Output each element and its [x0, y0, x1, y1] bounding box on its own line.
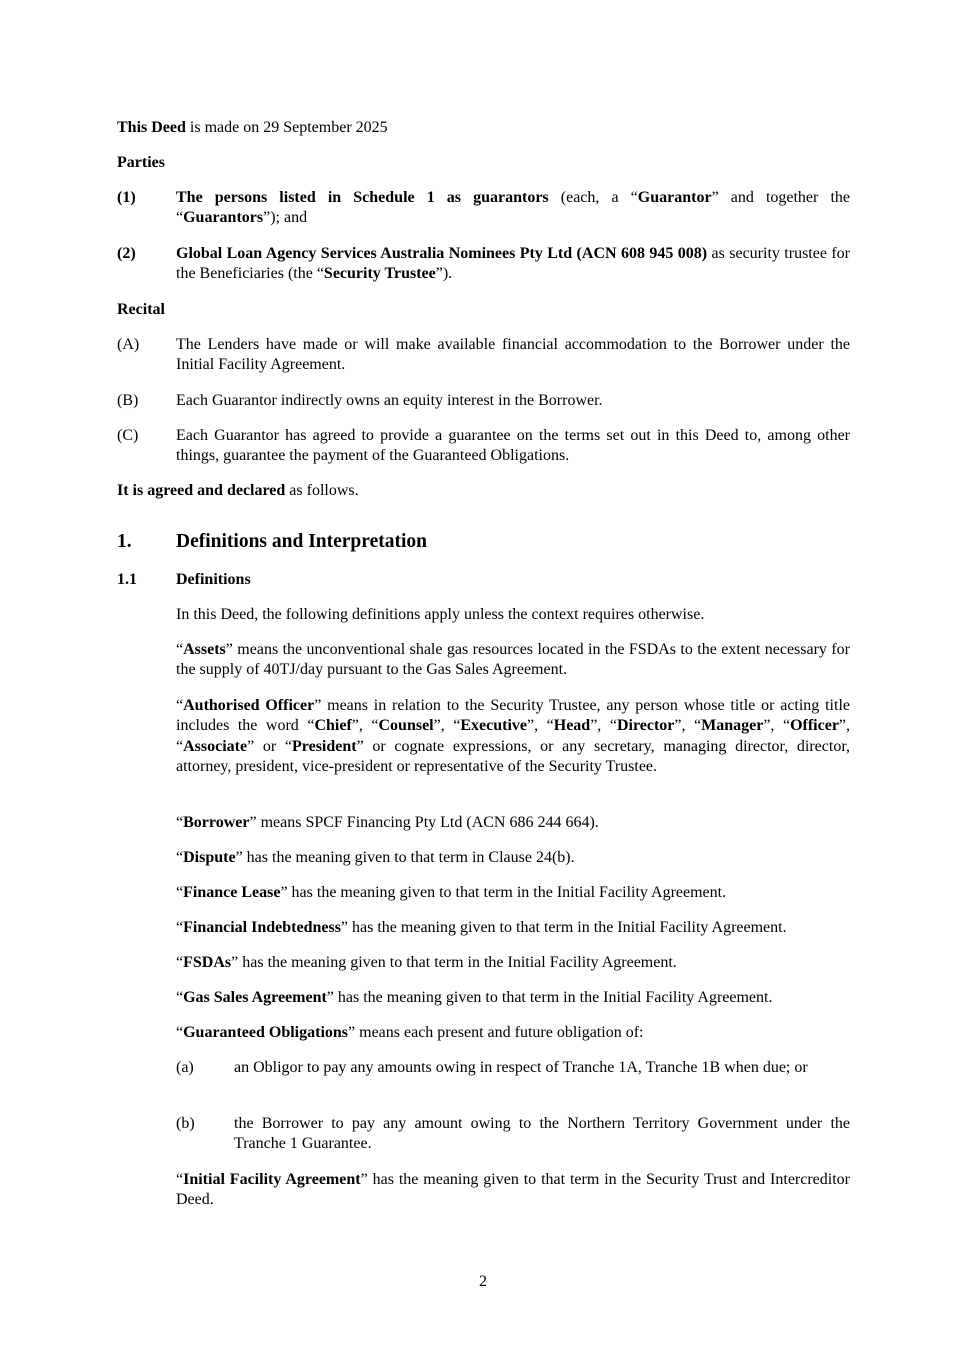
list-item-letter: (a)	[176, 1059, 194, 1076]
recital-heading: Recital	[117, 301, 165, 318]
definition-gas-sales-agreement: “Gas Sales Agreement” has the meaning given to that term in the Initial Facility Agreement.	[176, 989, 773, 1006]
subsection-number: 1.1	[117, 571, 137, 588]
subsection-title: Definitions	[176, 571, 251, 588]
section-title: Definitions and Interpretation	[176, 531, 427, 552]
definition-borrower: “Borrower” means SPCF Financing Pty Ltd (ACN 686 244 664).	[176, 814, 599, 831]
agreed-line: It is agreed and declared as follows.	[117, 482, 359, 499]
party-2-text: Global Loan Agency Services Australia Nominees Pty Ltd (ACN 608 945 008) as security trustee for the Beneficiaries (the “Security Trustee”).	[176, 245, 851, 283]
definition-financial-indebtedness: “Financial Indebtedness” has the meaning given to that term in the Initial Facility Agreement.	[176, 919, 787, 936]
recital-letter: (A)	[117, 336, 140, 353]
deed-date-line: This Deed is made on 29 September 2025	[117, 119, 388, 136]
list-item-text: the Borrower to pay any amount owing to the Northern Territory Government under the Tranche 1 Guarantee.	[234, 1115, 850, 1153]
definition-finance-lease: “Finance Lease” has the meaning given to that term in the Initial Facility Agreement.	[176, 884, 727, 901]
definition-dispute: “Dispute” has the meaning given to that term in Clause 24(b).	[176, 849, 575, 866]
party-1-text: The persons listed in Schedule 1 as guarantors (each, a “Guarantor” and together the “Guarantors”); and	[176, 189, 851, 227]
definition-initial-facility-agreement: “Initial Facility Agreement” has the meaning given to that term in the Security Trust and Intercreditor Deed.	[176, 1171, 851, 1209]
list-item-letter: (b)	[176, 1115, 195, 1132]
parties-heading: Parties	[117, 154, 165, 171]
definition-authorised-officer: “Authorised Officer” means in relation to the Security Trustee, any person whose title or acting title includes the word “Chief”, “Counsel”, “Executive”, “Head”, “Director”, “Manager”, “Officer”, “Associate” or “President” or cognate expressions, or any secretary, managing director, director, attorney, president, vice-president or representative of the Security Trustee.	[176, 697, 851, 775]
definition-guaranteed-obligations: “Guaranteed Obligations” means each present and future obligation of:	[176, 1024, 644, 1041]
recital-text: Each Guarantor has agreed to provide a guarantee on the terms set out in this Deed to, among other things, guarantee the payment of the Guaranteed Obligations.	[176, 427, 850, 465]
definition-assets: “Assets” means the unconventional shale gas resources located in the FSDAs to the extent necessary for the supply of 40TJ/day pursuant to the Gas Sales Agreement.	[176, 641, 850, 679]
recital-text: Each Guarantor indirectly owns an equity interest in the Borrower.	[176, 392, 603, 409]
party-number: (2)	[117, 245, 136, 262]
recital-letter: (B)	[117, 392, 139, 409]
recital-letter: (C)	[117, 427, 139, 444]
party-number: (1)	[117, 189, 136, 206]
definition-fsdas: “FSDAs” has the meaning given to that term in the Initial Facility Agreement.	[176, 954, 677, 971]
section-number: 1.	[117, 531, 132, 552]
definitions-intro: In this Deed, the following definitions apply unless the context requires otherwise.	[176, 606, 705, 623]
recital-text: The Lenders have made or will make available financial accommodation to the Borrower under the Initial Facility Agreement.	[176, 336, 850, 374]
list-item-text: an Obligor to pay any amounts owing in respect of Tranche 1A, Tranche 1B when due; or	[234, 1059, 808, 1076]
page-number: 2	[479, 1273, 487, 1290]
